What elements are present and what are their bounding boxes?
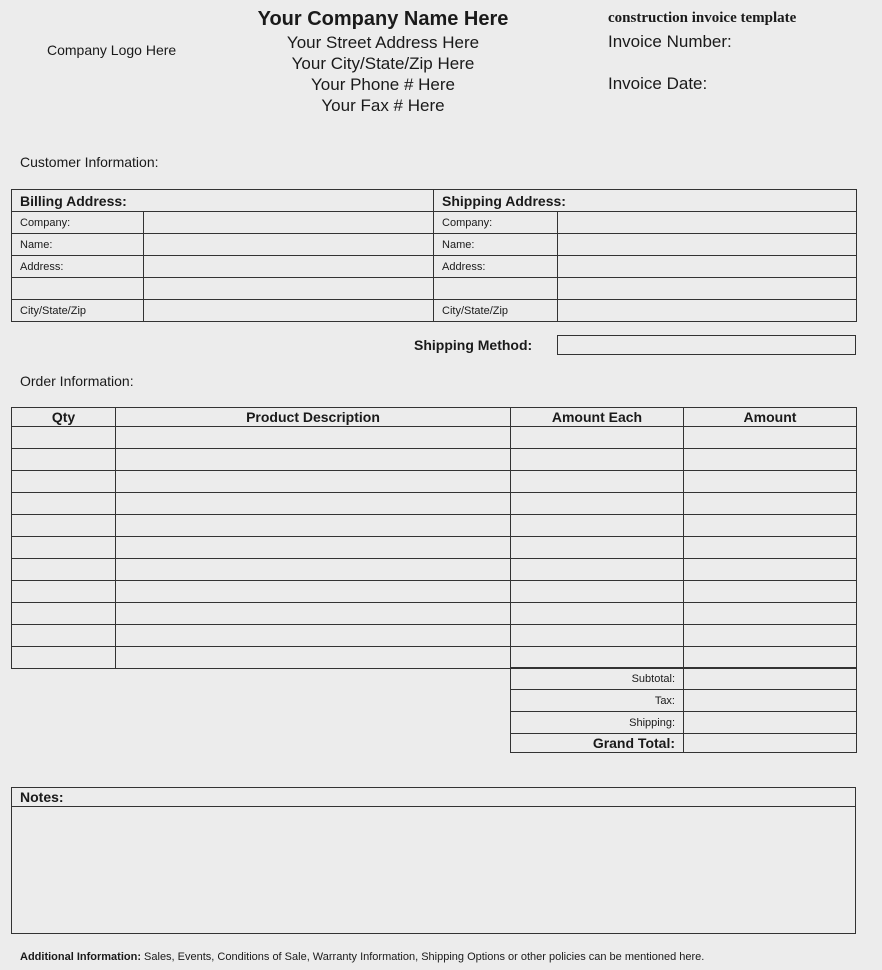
description-cell[interactable] bbox=[116, 515, 511, 537]
amount-each-cell[interactable] bbox=[511, 559, 684, 581]
qty-cell[interactable] bbox=[12, 537, 116, 559]
qty-column-header: Qty bbox=[12, 408, 116, 427]
shipping-city-state-zip-field[interactable] bbox=[558, 300, 857, 322]
notes-field[interactable] bbox=[12, 807, 855, 933]
order-information-label: Order Information: bbox=[20, 373, 134, 389]
qty-cell[interactable] bbox=[12, 471, 116, 493]
billing-address-line2-field[interactable] bbox=[144, 278, 434, 300]
company-street: Your Street Address Here bbox=[286, 33, 480, 52]
description-cell[interactable] bbox=[116, 581, 511, 603]
billing-city-state-zip-field[interactable] bbox=[144, 300, 434, 322]
description-cell[interactable] bbox=[116, 427, 511, 449]
billing-address-line2-label bbox=[12, 278, 144, 300]
additional-information bbox=[20, 951, 704, 963]
company-info bbox=[200, 6, 566, 116]
shipping-company-label: Company: bbox=[434, 212, 558, 234]
shipping-field[interactable] bbox=[684, 712, 857, 734]
amount-cell[interactable] bbox=[684, 647, 857, 669]
amount-each-cell[interactable] bbox=[511, 581, 684, 603]
description-cell[interactable] bbox=[116, 493, 511, 515]
order-row bbox=[12, 559, 857, 581]
description-column-header: Product Description bbox=[116, 408, 511, 427]
grand-total-field[interactable] bbox=[684, 734, 857, 753]
grand-total-label: Grand Total: bbox=[511, 734, 684, 753]
amount-each-cell[interactable] bbox=[511, 515, 684, 537]
order-row bbox=[12, 581, 857, 603]
company-name: Your Company Name Here bbox=[257, 8, 509, 30]
amount-cell[interactable] bbox=[684, 581, 857, 603]
description-cell[interactable] bbox=[116, 603, 511, 625]
address-table bbox=[11, 189, 857, 322]
shipping-method-field[interactable] bbox=[557, 335, 856, 355]
amount-cell[interactable] bbox=[684, 427, 857, 449]
subtotal-field[interactable] bbox=[684, 668, 857, 690]
company-logo-placeholder: Company Logo Here bbox=[47, 42, 177, 58]
amount-cell[interactable] bbox=[684, 625, 857, 647]
billing-address-label: Address: bbox=[12, 256, 144, 278]
qty-cell[interactable] bbox=[12, 449, 116, 471]
amount-cell[interactable] bbox=[684, 449, 857, 471]
shipping-address-line2-field[interactable] bbox=[558, 278, 857, 300]
amount-each-column-header: Amount Each bbox=[511, 408, 684, 427]
shipping-city-state-zip-label: City/State/Zip bbox=[434, 300, 558, 322]
qty-cell[interactable] bbox=[12, 581, 116, 603]
qty-cell[interactable] bbox=[12, 493, 116, 515]
billing-name-label: Name: bbox=[12, 234, 144, 256]
qty-cell[interactable] bbox=[12, 603, 116, 625]
amount-each-cell[interactable] bbox=[511, 647, 684, 669]
subtotal-label: Subtotal: bbox=[511, 668, 684, 690]
amount-each-cell[interactable] bbox=[511, 625, 684, 647]
shipping-address-field[interactable] bbox=[558, 256, 857, 278]
company-fax: Your Fax # Here bbox=[321, 96, 445, 115]
invoice-number-label: Invoice Number: bbox=[608, 32, 732, 51]
tax-label: Tax: bbox=[511, 690, 684, 712]
amount-cell[interactable] bbox=[684, 515, 857, 537]
order-row bbox=[12, 647, 857, 669]
qty-cell[interactable] bbox=[12, 625, 116, 647]
amount-each-cell[interactable] bbox=[511, 493, 684, 515]
additional-information-label: Additional Information: bbox=[20, 951, 141, 963]
order-row bbox=[12, 449, 857, 471]
billing-address-heading: Billing Address: bbox=[12, 190, 434, 212]
description-cell[interactable] bbox=[116, 471, 511, 493]
description-cell[interactable] bbox=[116, 449, 511, 471]
qty-cell[interactable] bbox=[12, 427, 116, 449]
shipping-address-heading: Shipping Address: bbox=[434, 190, 857, 212]
amount-cell[interactable] bbox=[684, 471, 857, 493]
qty-cell[interactable] bbox=[12, 559, 116, 581]
notes-box bbox=[11, 787, 856, 934]
amount-each-cell[interactable] bbox=[511, 449, 684, 471]
amount-each-cell[interactable] bbox=[511, 603, 684, 625]
amount-cell[interactable] bbox=[684, 493, 857, 515]
description-cell[interactable] bbox=[116, 537, 511, 559]
notes-heading: Notes: bbox=[12, 788, 855, 807]
amount-each-cell[interactable] bbox=[511, 471, 684, 493]
description-cell[interactable] bbox=[116, 625, 511, 647]
billing-company-label: Company: bbox=[12, 212, 144, 234]
billing-company-field[interactable] bbox=[144, 212, 434, 234]
order-table bbox=[11, 407, 857, 669]
shipping-label: Shipping: bbox=[511, 712, 684, 734]
amount-column-header: Amount bbox=[684, 408, 857, 427]
order-row bbox=[12, 493, 857, 515]
order-row bbox=[12, 515, 857, 537]
order-row bbox=[12, 471, 857, 493]
shipping-address-label: Address: bbox=[434, 256, 558, 278]
totals-table bbox=[510, 667, 857, 753]
description-cell[interactable] bbox=[116, 559, 511, 581]
billing-city-state-zip-label: City/State/Zip bbox=[12, 300, 144, 322]
company-phone: Your Phone # Here bbox=[311, 75, 455, 94]
qty-cell[interactable] bbox=[12, 515, 116, 537]
order-row bbox=[12, 625, 857, 647]
shipping-method-label: Shipping Method: bbox=[414, 337, 533, 353]
amount-cell[interactable] bbox=[684, 559, 857, 581]
billing-address-field[interactable] bbox=[144, 256, 434, 278]
company-city-state-zip: Your City/State/Zip Here bbox=[291, 54, 475, 73]
order-rows bbox=[12, 427, 857, 669]
order-row bbox=[12, 603, 857, 625]
tax-field[interactable] bbox=[684, 690, 857, 712]
order-row bbox=[12, 427, 857, 449]
shipping-name-field[interactable] bbox=[558, 234, 857, 256]
template-title: construction invoice template bbox=[608, 10, 797, 26]
description-cell[interactable] bbox=[116, 647, 511, 669]
amount-cell[interactable] bbox=[684, 537, 857, 559]
qty-cell[interactable] bbox=[12, 647, 116, 669]
shipping-name-label: Name: bbox=[434, 234, 558, 256]
amount-each-cell[interactable] bbox=[511, 427, 684, 449]
invoice-date-label: Invoice Date: bbox=[608, 74, 708, 93]
customer-information-label: Customer Information: bbox=[20, 154, 159, 170]
billing-name-field[interactable] bbox=[144, 234, 434, 256]
amount-each-cell[interactable] bbox=[511, 537, 684, 559]
shipping-company-field[interactable] bbox=[558, 212, 857, 234]
additional-information-text: Sales, Events, Conditions of Sale, Warranty Information, Shipping Options or other policies can be mentioned here. bbox=[140, 951, 705, 963]
shipping-address-line2-label bbox=[434, 278, 558, 300]
amount-cell[interactable] bbox=[684, 603, 857, 625]
order-row bbox=[12, 537, 857, 559]
